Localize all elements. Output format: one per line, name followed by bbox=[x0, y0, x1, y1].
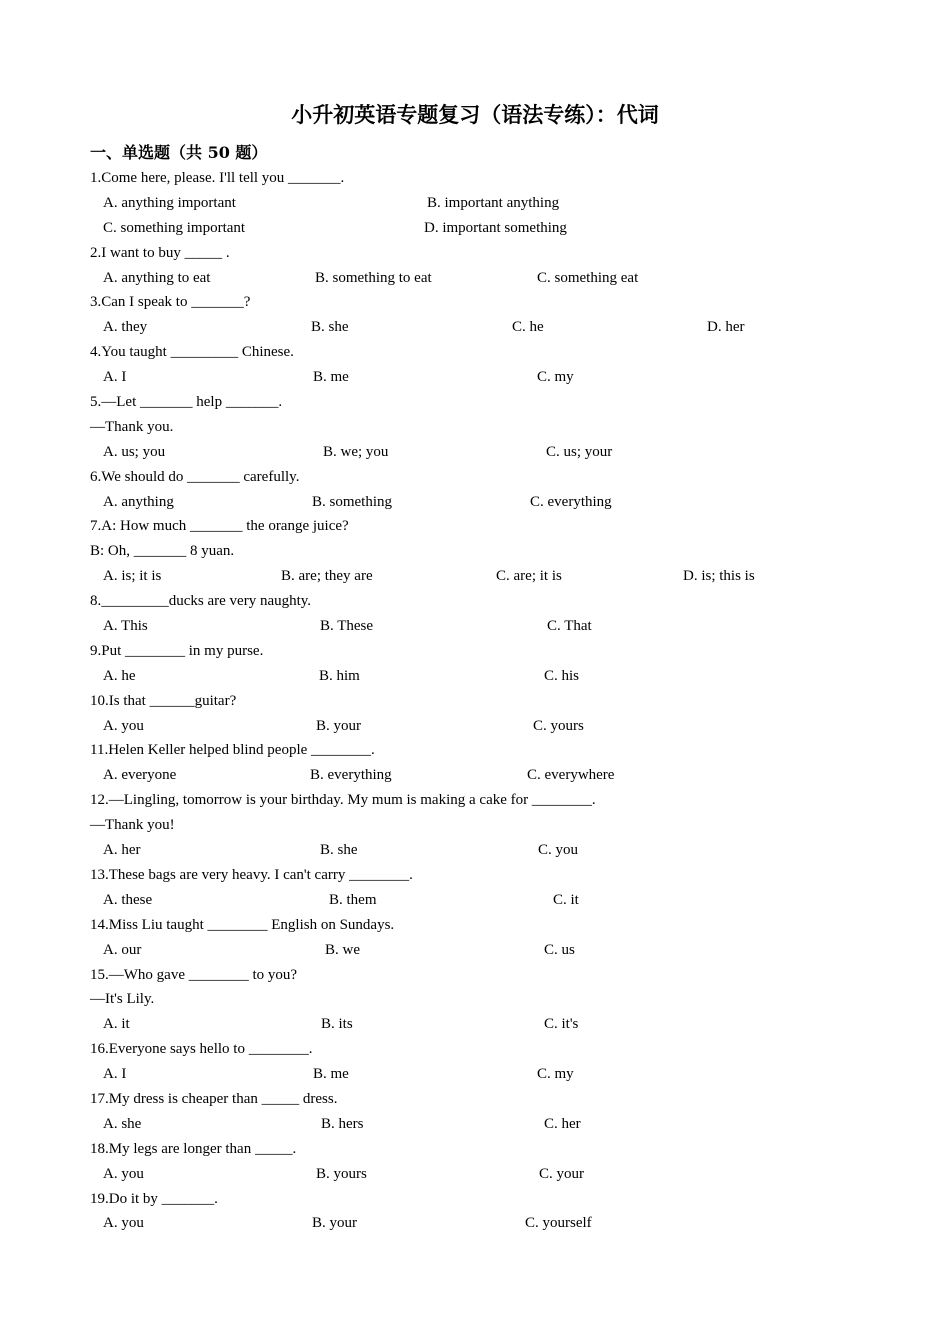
options-row bbox=[90, 1012, 870, 1037]
option-a[interactable]: A. I bbox=[103, 369, 127, 386]
question bbox=[90, 639, 870, 689]
question-dialogue-line: B: Oh, _______ 8 yuan. bbox=[90, 543, 235, 560]
option-b[interactable]: B. are; they are bbox=[281, 568, 373, 585]
question-stem: 10.Is that ______guitar? bbox=[90, 692, 237, 709]
page-title: 小升初英语专题复习（语法专练）：代词 bbox=[291, 102, 659, 127]
options-row bbox=[90, 1211, 870, 1236]
question bbox=[90, 913, 870, 963]
option-a[interactable]: A. he bbox=[103, 667, 136, 684]
options-row bbox=[90, 763, 870, 788]
question bbox=[90, 1187, 870, 1237]
option-c[interactable]: C. something eat bbox=[537, 269, 639, 286]
option-a[interactable]: A. they bbox=[103, 319, 148, 336]
options-row bbox=[90, 1062, 870, 1087]
option-c[interactable]: C. yourself bbox=[525, 1215, 592, 1232]
question-list bbox=[90, 166, 870, 1236]
options-row bbox=[90, 888, 870, 913]
option-a[interactable]: A. you bbox=[103, 1165, 144, 1182]
question-stem: 7.A: How much _______ the orange juice? bbox=[90, 518, 349, 535]
question-stem: 19.Do it by _______. bbox=[90, 1190, 218, 1207]
question-dialogue-line: —Thank you. bbox=[90, 418, 174, 435]
options-row bbox=[90, 714, 870, 739]
option-a[interactable]: A. her bbox=[103, 842, 141, 859]
options-row bbox=[90, 1112, 870, 1137]
question bbox=[90, 390, 870, 465]
option-a[interactable]: A. This bbox=[103, 618, 148, 635]
option-a[interactable]: A. our bbox=[103, 941, 142, 958]
options-row bbox=[90, 838, 870, 863]
option-c[interactable]: C. us; your bbox=[546, 443, 613, 460]
option-b[interactable]: B. These bbox=[320, 618, 374, 635]
option-a[interactable]: A. us; you bbox=[103, 443, 166, 460]
question bbox=[90, 963, 870, 1038]
question-stem: 16.Everyone says hello to ________. bbox=[90, 1041, 313, 1058]
option-c[interactable]: C. That bbox=[547, 618, 592, 635]
option-c[interactable]: C. my bbox=[537, 1066, 574, 1083]
option-b[interactable]: B. she bbox=[320, 842, 358, 859]
option-c[interactable]: C. something important bbox=[103, 219, 246, 236]
question bbox=[90, 1137, 870, 1187]
question-stem: 9.Put ________ in my purse. bbox=[90, 642, 264, 659]
option-a[interactable]: A. anything to eat bbox=[103, 269, 211, 286]
question-stem: 15.—Who gave ________ to you? bbox=[90, 966, 298, 983]
option-b[interactable]: B. something bbox=[312, 493, 393, 510]
option-b[interactable]: B. something to eat bbox=[315, 269, 432, 286]
question bbox=[90, 241, 870, 291]
option-a[interactable]: A. anything important bbox=[103, 194, 236, 211]
option-c[interactable]: C. my bbox=[537, 369, 574, 386]
question-stem: 13.These bags are very heavy. I can't carry ________. bbox=[90, 866, 413, 883]
question-stem: 1.Come here, please. I'll tell you _______. bbox=[90, 170, 345, 186]
option-b[interactable]: B. yours bbox=[316, 1165, 367, 1182]
option-a[interactable]: A. these bbox=[103, 891, 153, 908]
option-a[interactable]: A. is; it is bbox=[103, 568, 162, 585]
question-stem: 12.—Lingling, tomorrow is your birthday. My mum is making a cake for ________. bbox=[90, 792, 596, 809]
option-b[interactable]: B. me bbox=[313, 1066, 349, 1083]
question-stem: 14.Miss Liu taught ________ English on Sundays. bbox=[90, 916, 395, 933]
option-b[interactable]: B. everything bbox=[310, 767, 392, 784]
question-stem: 6.We should do _______ carefully. bbox=[90, 468, 300, 485]
question-stem: 17.My dress is cheaper than _____ dress. bbox=[90, 1090, 338, 1107]
options-row bbox=[90, 938, 870, 963]
option-d[interactable]: D. is; this is bbox=[683, 568, 755, 585]
option-c[interactable]: C. everything bbox=[530, 493, 612, 510]
option-b[interactable]: B. them bbox=[329, 891, 377, 908]
options-row bbox=[90, 1162, 870, 1187]
option-b[interactable]: B. we bbox=[325, 941, 360, 958]
options-row bbox=[90, 315, 870, 340]
question bbox=[90, 788, 870, 863]
option-b[interactable]: B. your bbox=[312, 1215, 357, 1232]
options-row bbox=[90, 564, 870, 589]
options-row bbox=[90, 614, 870, 639]
option-c[interactable]: C. his bbox=[544, 667, 580, 684]
options-row bbox=[90, 266, 870, 291]
option-c[interactable]: C. it's bbox=[544, 1016, 579, 1033]
options-row bbox=[90, 664, 870, 689]
option-d[interactable]: D. her bbox=[707, 319, 745, 336]
question-stem: 11.Helen Keller helped blind people ________. bbox=[90, 742, 375, 759]
options-row bbox=[90, 191, 870, 216]
question-stem: 3.Can I speak to _______? bbox=[90, 294, 251, 311]
options-row bbox=[90, 440, 870, 465]
option-d[interactable]: D. important something bbox=[424, 219, 567, 236]
question bbox=[90, 290, 870, 340]
option-c[interactable]: C. he bbox=[512, 319, 544, 336]
option-b[interactable]: B. we; you bbox=[323, 443, 389, 460]
option-c[interactable]: C. are; it is bbox=[496, 568, 562, 585]
option-b[interactable]: B. him bbox=[319, 667, 360, 684]
question bbox=[90, 589, 870, 639]
question bbox=[90, 166, 870, 241]
option-c[interactable]: C. it bbox=[553, 891, 579, 908]
option-a[interactable]: A. I bbox=[103, 1066, 127, 1083]
options-row bbox=[90, 216, 870, 241]
option-a[interactable]: A. you bbox=[103, 717, 144, 734]
options-row bbox=[90, 490, 870, 515]
question-stem: 4.You taught _________ Chinese. bbox=[90, 344, 294, 361]
question bbox=[90, 465, 870, 515]
question bbox=[90, 1087, 870, 1137]
option-b[interactable]: B. me bbox=[313, 369, 349, 386]
option-b[interactable]: B. she bbox=[311, 319, 349, 336]
question bbox=[90, 340, 870, 390]
question-stem: 5.—Let _______ help _______. bbox=[90, 394, 283, 411]
option-c[interactable]: C. her bbox=[544, 1115, 581, 1132]
option-c[interactable]: C. your bbox=[539, 1165, 584, 1182]
option-a[interactable]: A. she bbox=[103, 1115, 142, 1132]
question-dialogue-line: —Thank you! bbox=[90, 817, 175, 834]
question-stem: 2.I want to buy _____ . bbox=[90, 244, 230, 261]
option-b[interactable]: B. important anything bbox=[427, 194, 560, 211]
option-b[interactable]: B. its bbox=[321, 1016, 353, 1033]
question-stem: 8._________ducks are very naughty. bbox=[90, 593, 312, 610]
question bbox=[90, 738, 870, 788]
question bbox=[90, 514, 870, 589]
question-stem: 18.My legs are longer than _____. bbox=[90, 1140, 297, 1157]
option-a[interactable]: A. anything bbox=[103, 493, 174, 510]
option-a[interactable]: A. it bbox=[103, 1016, 130, 1033]
option-b[interactable]: B. hers bbox=[321, 1115, 364, 1132]
question bbox=[90, 863, 870, 913]
option-c[interactable]: C. yours bbox=[533, 717, 584, 734]
options-row bbox=[90, 365, 870, 390]
question-dialogue-line: —It's Lily. bbox=[90, 991, 155, 1008]
option-c[interactable]: C. us bbox=[544, 941, 575, 958]
option-a[interactable]: A. everyone bbox=[103, 767, 177, 784]
option-c[interactable]: C. everywhere bbox=[527, 767, 615, 784]
option-b[interactable]: B. your bbox=[316, 717, 361, 734]
option-a[interactable]: A. you bbox=[103, 1215, 144, 1232]
question bbox=[90, 1037, 870, 1087]
question bbox=[90, 689, 870, 739]
option-c[interactable]: C. you bbox=[538, 842, 579, 859]
section-title: 一、单选题（共 50 题） bbox=[90, 143, 268, 162]
